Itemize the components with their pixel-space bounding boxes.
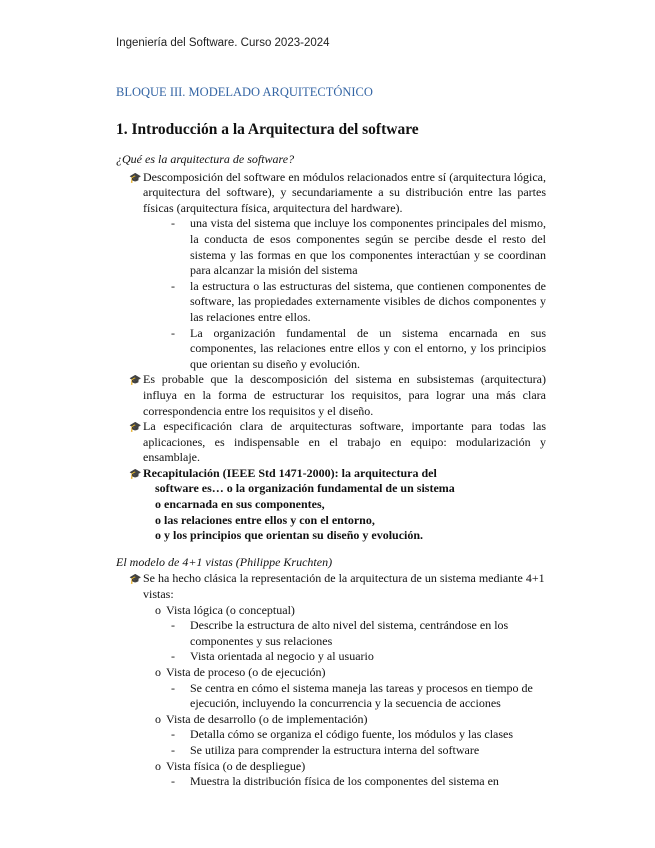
- view-item: [155, 758, 655, 775]
- recap-line: o encarnada en sus componentes,: [155, 497, 325, 512]
- dash-marker: -: [171, 278, 175, 293]
- graduation-cap-icon: 🎓: [129, 375, 142, 387]
- view-name: Vista de proceso (o de ejecución): [166, 665, 326, 679]
- list-item: [129, 372, 546, 419]
- circle-marker: o: [155, 758, 161, 773]
- dash-marker: -: [171, 680, 175, 695]
- sub-list-item-text: la estructura o las estructuras del sistema, que contienen componentes de software, las propiedades externamente visibles de dichos componentes y las relaciones entre ellos.: [190, 278, 546, 324]
- view-detail: [171, 774, 546, 790]
- view-detail: [171, 649, 546, 665]
- view-item: [155, 711, 655, 728]
- dash-marker: -: [171, 216, 175, 231]
- dash-marker: -: [171, 325, 175, 340]
- view-item: [155, 602, 655, 619]
- section-heading: 1. Introducción a la Arquitectura del software: [116, 121, 419, 138]
- view-detail: [171, 742, 546, 759]
- document-body: [0, 152, 655, 790]
- sub-list-item: [171, 325, 546, 373]
- recap-line: Recapitulación (IEEE Std 1471-2000): la arquitectura del: [143, 465, 437, 480]
- graduation-cap-icon: 🎓: [129, 422, 142, 434]
- view-item: [155, 665, 655, 681]
- circle-marker: o: [155, 665, 161, 679]
- view-name: Vista lógica (o conceptual): [166, 602, 295, 617]
- circle-marker: o: [155, 711, 161, 726]
- list-item-text: Es probable que la descomposición del sistema en subsistemas (arquitectura) influya en la forma de estructurar los requisitos, para lograr una más clara correspondencia entre los requisitos y el diseño.: [143, 372, 546, 418]
- list-item: [129, 571, 546, 602]
- view-detail: [171, 680, 546, 712]
- list-item-text: La especificación clara de arquitecturas software, importante para todas las aplicaciones, es indispensable en el trabajo en equipo: modularización y ensamblaje.: [143, 419, 546, 465]
- dash-marker: -: [171, 742, 175, 757]
- list-item-text: Se ha hecho clásica la representación de la arquitectura de un sistema mediante 4+1 vistas:: [143, 571, 545, 602]
- list-item: [129, 169, 546, 217]
- view-detail: [171, 618, 546, 649]
- view-detail-text: Se centra en cómo el sistema maneja las tareas y procesos en tiempo de ejecución, incluyendo la concurrencia y la secuencia de acciones: [190, 680, 533, 711]
- view-detail-text: Muestra la distribución física de los componentes del sistema en: [190, 774, 499, 789]
- subsection-title: El modelo de 4+1 vistas (Philippe Kruchten): [116, 554, 333, 569]
- view-detail-text: Vista orientada al negocio y al usuario: [190, 649, 374, 664]
- recap-line: o y los principios que orientan su diseño y evolución.: [155, 528, 424, 543]
- sub-list-item-text: una vista del sistema que incluye los componentes principales del mismo, la conducta de esos componentes según se percibe desde el resto del sistema y las formas en que los componentes interactúan y se coordinan para alcanzar la misión del sistema: [190, 216, 546, 278]
- recap-line: software es… o la organización fundamental de un sistema: [155, 481, 455, 496]
- list-item: [129, 419, 546, 466]
- view-name: Vista física (o de despliegue): [166, 758, 306, 773]
- dash-marker: -: [171, 774, 175, 789]
- view-detail-text: Se utiliza para comprender la estructura interna del software: [190, 742, 480, 757]
- dash-marker: -: [171, 727, 175, 742]
- dash-marker: -: [171, 618, 175, 633]
- graduation-cap-icon: 🎓: [129, 574, 142, 586]
- graduation-cap-icon: 🎓: [129, 172, 142, 184]
- view-detail: [171, 727, 546, 743]
- view-name: Vista de desarrollo (o de implementación): [166, 711, 368, 726]
- block-title: BLOQUE III. MODELADO ARQUITECTÓNICO: [116, 85, 373, 99]
- graduation-cap-icon: 🎓: [129, 468, 142, 480]
- sub-list-item: [171, 216, 546, 278]
- view-detail-text: Detalla cómo se organiza el código fuente, los módulos y las clases: [190, 727, 514, 742]
- dash-marker: -: [171, 649, 175, 664]
- recap-item: [129, 465, 546, 482]
- view-detail-text: Describe la estructura de alto nivel del sistema, centrándose en los componentes y sus relaciones: [190, 618, 509, 648]
- page-header: Ingeniería del Software. Curso 2023-2024: [116, 37, 330, 49]
- subsection-title: ¿Qué es la arquitectura de software?: [116, 152, 295, 166]
- circle-marker: o: [155, 602, 161, 617]
- list-item-text: Descomposición del software en módulos relacionados entre sí (arquitectura lógica, arquitectura del software), y secundariamente a su distribución entre las partes físicas (arquitectura física, arquitectura del hardware).: [143, 169, 546, 215]
- sub-list-item-text: La organización fundamental de un sistema encarnada en sus componentes, las relaciones entre ellos y con el entorno, y los principios que orientan su diseño y evolución.: [190, 325, 546, 371]
- sub-list-item: [171, 278, 546, 326]
- recap-line: o las relaciones entre ellos y con el entorno,: [155, 512, 375, 527]
